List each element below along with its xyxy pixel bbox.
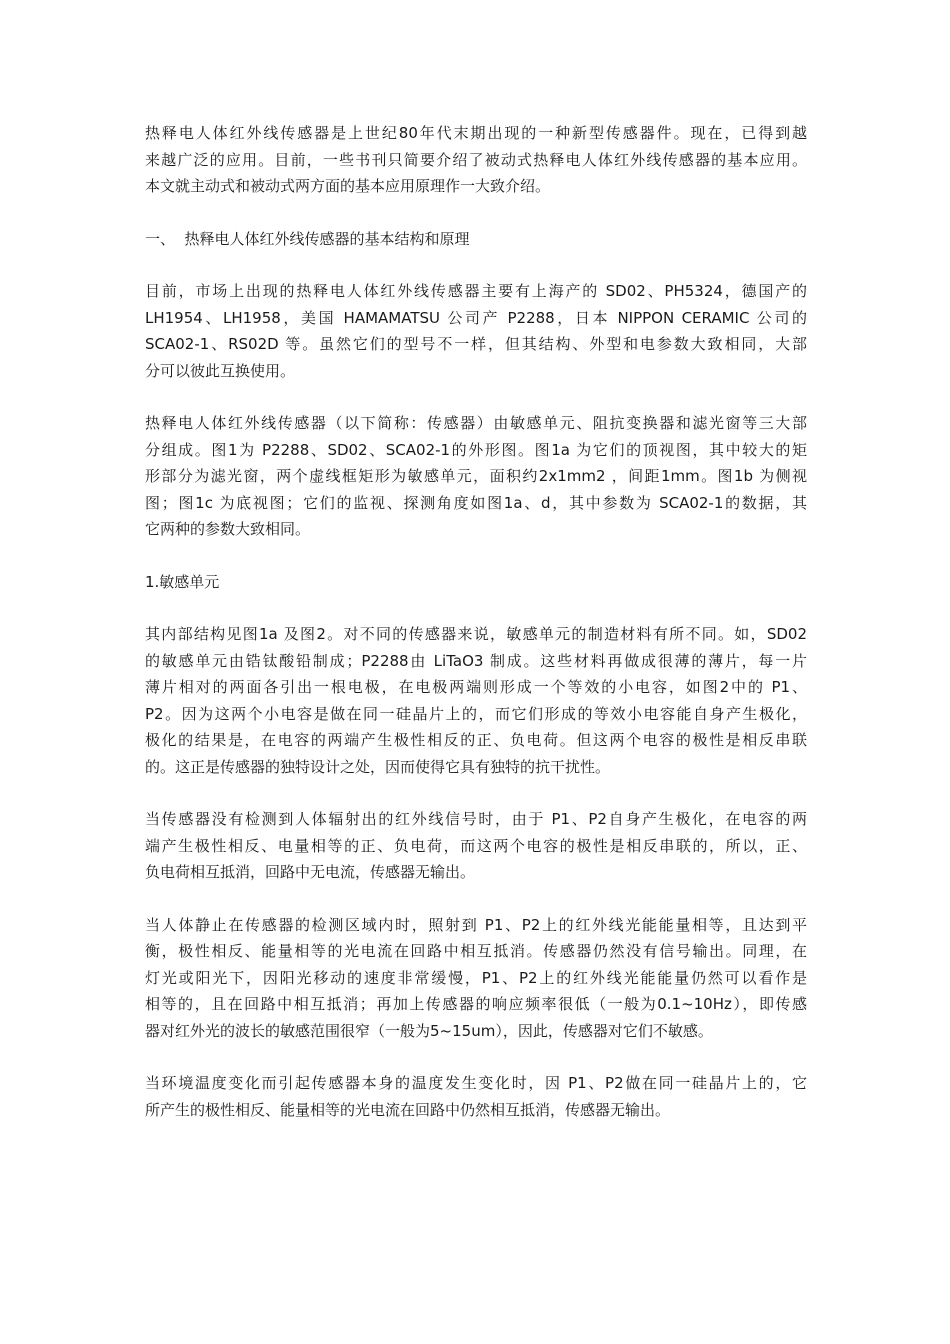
text-line: 负电荷相互抵消，回路中无电流，传感器无输出。 — [145, 863, 476, 881]
text-line: 目前，市场上出现的热释电人体红外线传感器主要有上海产的 SD02、PH5324，德国产的 — [145, 282, 807, 300]
text-line: 当环境温度变化而引起传感器本身的温度发生变化时，因 P1、P2做在同一硅晶片上的，它 — [145, 1074, 807, 1092]
text-line: 形部分为滤光窗，两个虚线框矩形为敏感单元，面积约2x1mm2 ，间距1mm。图1b 为侧视 — [145, 467, 807, 485]
text-line: SCA02-1、RS02D 等。虽然它们的型号不一样，但其结构、外型和电参数大致相同，大部 — [145, 335, 807, 353]
text-line: 的。这正是传感器的独特设计之处，因而使得它具有独特的抗干扰性。 — [145, 757, 611, 776]
temperature-paragraph — [145, 1070, 807, 1123]
text-line: 分组成。图1为 P2288、SD02、SCA02-1的外形图。图1a 为它们的顶视图，其中较大的矩 — [145, 440, 807, 459]
text-line: 它两种的参数大致相同。 — [145, 520, 311, 538]
text-line: 热释电人体红外线传感器（以下简称：传感器）由敏感单元、阻抗变换器和滤光窗等三大部 — [145, 414, 807, 432]
text-line: 相等的，且在回路中相互抵消；再加上传感器的响应频率很低（一般为0.1~10Hz），即传感 — [145, 995, 807, 1013]
text-line: 极化的结果是，在电容的两端产生极性相反的正、负电荷。但这两个电容的极性是相反串联 — [145, 731, 807, 749]
text-line: 其内部结构见图1a 及图2。对不同的传感器来说，敏感单元的制造材料有所不同。如，SD02 — [145, 625, 807, 643]
no-signal-paragraph — [145, 806, 807, 886]
section-heading: 一、 热释电人体红外线传感器的基本结构和原理 — [145, 229, 470, 248]
document-body — [145, 120, 807, 1149]
text-line: P2。因为这两个小电容是做在同一硅晶片上的，而它们形成的等效小电容能自身产生极化， — [145, 704, 807, 723]
text-line: 端产生极性相反、电量相等的正、负电荷，而这两个电容的极性是相反串联的，所以，正、 — [145, 836, 807, 855]
text-line: 所产生的极性相反、能量相等的光电流在回路中仍然相互抵消，传感器无输出。 — [145, 1100, 671, 1119]
text-line: 当人体静止在传感器的检测区域内时，照射到 P1、P2上的红外线光能能量相等，且达到平 — [145, 915, 807, 934]
text-line: 的敏感单元由锆钛酸铅制成；P2288由 LiTaO3 制成。这些材料再做成很薄的薄片，每一片 — [145, 651, 807, 670]
text-line: 当传感器没有检测到人体辐射出的红外线信号时，由于 P1、P2自身产生极化，在电容的两 — [145, 810, 807, 828]
subsection-heading: 1.敏感单元 — [145, 572, 220, 591]
text-line: 灯光或阳光下，因阳光移动的速度非常缓慢，P1、P2上的红外线光能能量仍然可以看作是 — [145, 968, 807, 987]
text-line: 图；图1c 为底视图；它们的监视、探测角度如图1a、d，其中参数为 SCA02-1的数据，其 — [145, 493, 807, 512]
intro-paragraph — [145, 120, 807, 200]
text-line: 衡，极性相反、能量相等的光电流在回路中相互抵消。传感器仍然没有信号输出。同理，在 — [145, 942, 807, 960]
static-body-paragraph — [145, 912, 807, 1045]
text-line: LH1954、LH1958，美国 HAMAMATSU 公司产 P2288，日本 NIPPON CERAMIC 公司的 — [145, 308, 807, 327]
text-line: 热释电人体红外线传感器是上世纪80年代末期出现的一种新型传感器件。现在，已得到越 — [145, 124, 807, 142]
text-line: 薄片相对的两面各引出一根电极，在电极两端则形成一个等效的小电容，如图2中的 P1、 — [145, 678, 807, 696]
text-line: 分可以彼此互换使用。 — [145, 361, 296, 380]
text-line: 来越广泛的应用。目前，一些书刊只简要介绍了被动式热释电人体红外线传感器的基本应用。 — [145, 150, 807, 169]
structure-paragraph — [145, 410, 807, 543]
text-line: 本文就主动式和被动式两方面的基本应用原理作一大致介绍。 — [145, 177, 551, 195]
text-line: 器对红外光的波长的敏感范围很窄（一般为5~15um），因此，传感器对它们不敏感。 — [145, 1021, 713, 1040]
sensing-unit-paragraph — [145, 621, 807, 780]
models-paragraph — [145, 278, 807, 384]
